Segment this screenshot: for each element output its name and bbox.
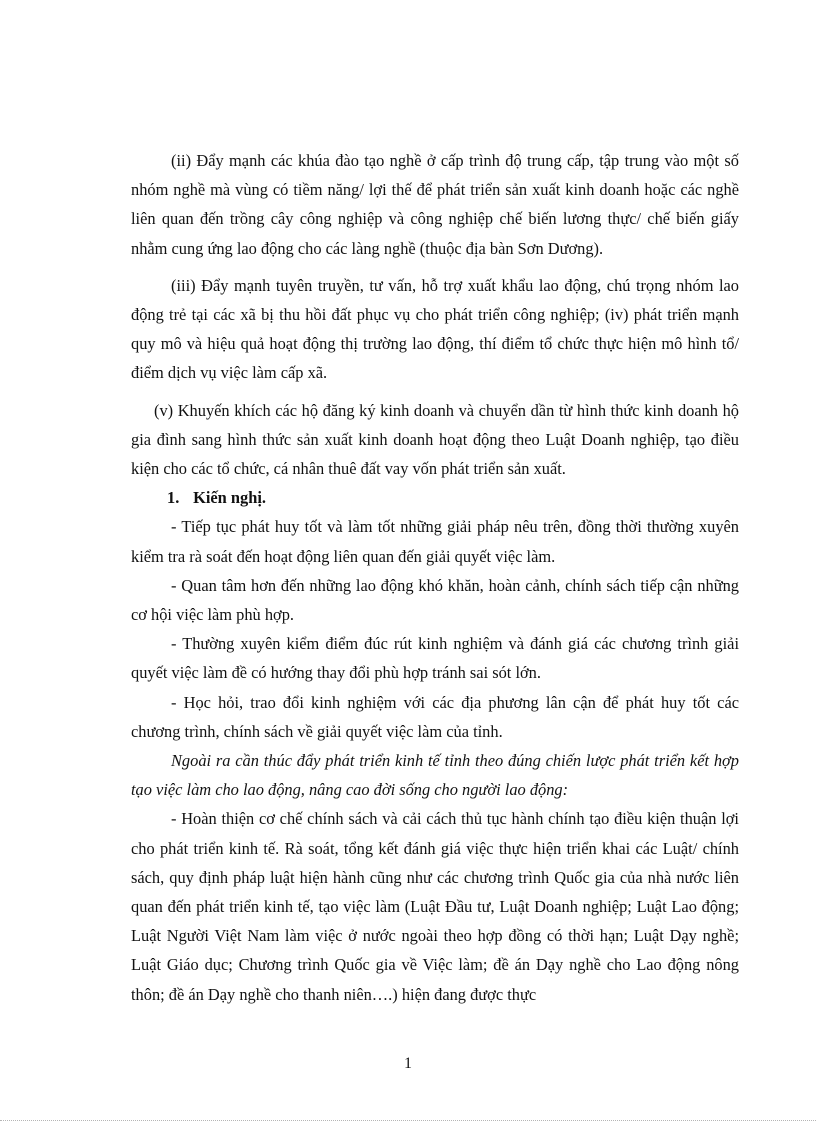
paragraph-labor-export: (iii) Đẩy mạnh tuyên truyền, tư vấn, hỗ trợ xuất khẩu lao động, chú trọng nhóm lao động trẻ tại các xã bị thu hồi đất phục vụ cho phát triển công nghiệp; (iv) phát triển mạnh quy mô và hiệu quả hoạt động thị trường lao động, thí điểm tổ chức thực hiện mô hình tổ/ điểm dịch vụ việc làm cấp xã. bbox=[131, 275, 739, 383]
section-heading bbox=[131, 483, 739, 512]
italic-intro: Ngoài ra cần thúc đẩy phát triển kinh tế tỉnh theo đúng chiến lược phát triển kết hợp tạo việc làm cho lao động, nâng cao đời sống cho người lao động: bbox=[131, 751, 739, 800]
final-paragraph: - Hoàn thiện cơ chế chính sách và cải cách thủ tục hành chính tạo điều kiện thuận lợi cho phát triển kinh tế. Rà soát, tổng kết đánh giá việc thực hiện triển khai các Luật/ chính sách, quy định pháp luật hiện hành cũng như các chương trình Quốc gia của nhà nước liên quan đến phát triển kinh tế, tạo việc làm (Luật Đầu tư, Luật Doanh nghiệp; Luật Lao động; Luật Người Việt Nam làm việc ở nước ngoài theo hợp đồng có thời hạn; Luật Dạy nghề; Luật Giáo dục; Chương trình Quốc gia về Việc làm; đề án Dạy nghề cho Lao động nông thôn; đề án Dạy nghề cho thanh niên….) hiện đang được thực bbox=[131, 809, 739, 1004]
document-body bbox=[131, 146, 739, 1009]
paragraph-training-vocational: (ii) Đẩy mạnh các khúa đào tạo nghề ở cấp trình độ trung cấp, tập trung vào một số nhóm nghề mà vùng có tiềm năng/ lợi thế để phát triển sản xuất kinh doanh hoặc các nghề liên quan đến trồng cây công nghiệp và công nghiệp chế biến lương thực/ chế biến giấy nhằm cung ứng lao động cho các làng nghề (thuộc địa bàn Sơn Dương). bbox=[131, 151, 739, 258]
section-number: 1. bbox=[167, 488, 180, 508]
recommendation-item: - Tiếp tục phát huy tốt và làm tốt những giải pháp nêu trên, đồng thời thường xuyên kiểm tra rà soát đến hoạt động liên quan đến giải quyết việc làm. bbox=[131, 517, 739, 566]
recommendation-item: - Quan tâm hơn đến những lao động khó khăn, hoàn cảnh, chính sách tiếp cận những cơ hội việc làm phù hợp. bbox=[131, 575, 739, 625]
section-title: Kiến nghị. bbox=[193, 488, 266, 508]
recommendation-item: - Học hỏi, trao đổi kinh nghiệm với các địa phương lân cận để phát huy tốt các chương trình, chính sách về giải quyết việc làm của tỉnh. bbox=[131, 692, 739, 741]
paragraph-household-business: (v) Khuyến khích các hộ đăng ký kinh doanh và chuyển dần từ hình thức kinh doanh hộ gia đình sang hình thức sản xuất kinh doanh hoạt động theo Luật Doanh nghiệp, tạo điều kiện cho các tổ chức, cá nhân thuê đất vay vốn phát triển sản xuất. bbox=[131, 400, 739, 479]
page-number: 1 bbox=[404, 1055, 412, 1072]
page-bottom-divider bbox=[0, 1120, 816, 1121]
recommendation-item: - Thường xuyên kiểm điểm đúc rút kinh nghiệm và đánh giá các chương trình giải quyết việc làm đề có hướng thay đổi phù hợp tránh sai sót lớn. bbox=[131, 634, 739, 683]
